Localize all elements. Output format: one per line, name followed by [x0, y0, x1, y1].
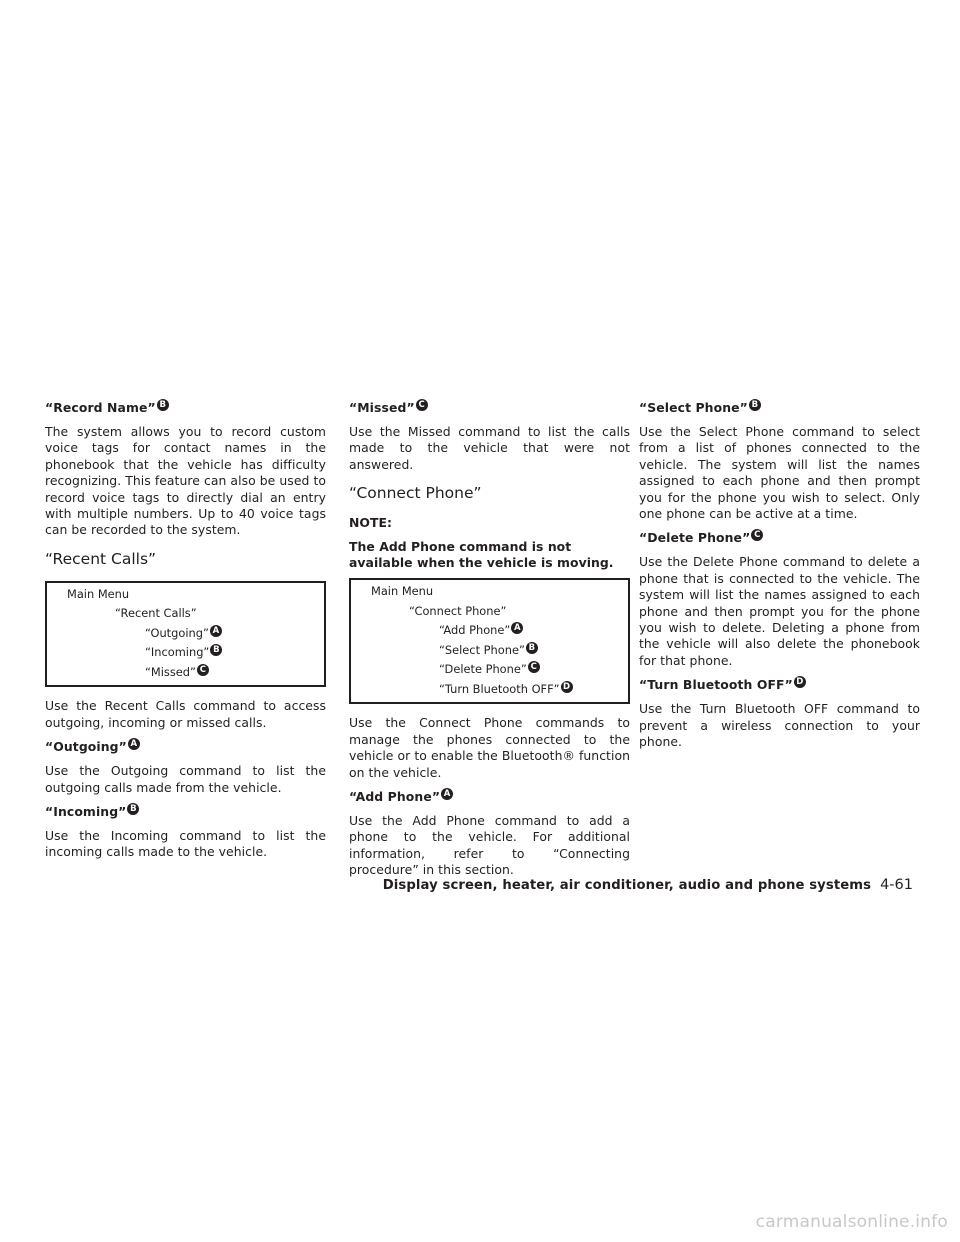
- record-name-heading: “Record Name” B: [45, 399, 326, 417]
- add-phone-text: Use the Add Phone command to add a phone to the vehicle. For additional information, refer to “Connecting procedure” in this section.: [349, 813, 630, 878]
- menu-item: “Connect Phone”: [409, 603, 507, 618]
- callout-c-icon: C: [416, 399, 428, 411]
- turn-bluetooth-off-text: Use the Turn Bluetooth OFF command to prevent a wireless connection to your phone.: [639, 701, 920, 750]
- callout-b-icon: B: [127, 803, 139, 815]
- column-1: [45, 399, 326, 868]
- callout-b-icon: B: [749, 399, 761, 411]
- missed-text: Use the Missed command to list the calls made to the vehicle that were not answered.: [349, 424, 630, 472]
- callout-b-icon: B: [210, 644, 222, 656]
- page-footer: [383, 877, 913, 893]
- turn-bluetooth-off-heading: “Turn Bluetooth OFF” D: [639, 676, 920, 694]
- delete-phone-heading: “Delete Phone” C: [639, 529, 920, 547]
- record-name-text: The system allows you to record custom voice tags for contact names in the phonebook that the vehicle has difficulty recognizing. This feature can also be used to record voice tags to directly dial an entry with multiple numbers. Up to 40 voice tags can be recorded to the system.: [45, 424, 326, 538]
- footer-section-title: Display screen, heater, air conditioner, audio and phone systems: [382, 878, 872, 893]
- callout-d-icon: D: [794, 676, 806, 688]
- callout-d-icon: D: [561, 681, 573, 693]
- callout-b-icon: B: [157, 399, 169, 411]
- incoming-heading: “Incoming” B: [45, 803, 326, 821]
- menu-item: “Turn Bluetooth OFF” D: [351, 680, 628, 700]
- incoming-text: Use the Incoming command to list the incoming calls made to the vehicle.: [45, 827, 326, 860]
- callout-a-icon: A: [128, 738, 140, 750]
- callout-a-icon: A: [210, 625, 222, 637]
- select-phone-text: Use the Select Phone command to select from a list of phones connected to the vehicle. The system will list the names assigned to each phone and then prompt you for the phone you wish to select. Only one phone can be active at a time.: [639, 424, 920, 522]
- page-number: 4-61: [880, 877, 913, 893]
- recent-calls-title: “Recent Calls”: [45, 549, 157, 568]
- note-text: The Add Phone command is not available when the vehicle is moving.: [349, 538, 614, 571]
- recent-calls-menu-diagram: [45, 581, 326, 688]
- menu-item: “Delete Phone” C: [351, 660, 628, 680]
- callout-a-icon: A: [511, 622, 523, 634]
- menu-item: Main Menu: [371, 584, 434, 599]
- menu-item: “Recent Calls”: [115, 606, 197, 621]
- menu-item: “Select Phone” B: [351, 641, 628, 661]
- column-3: [639, 399, 920, 758]
- callout-b-icon: B: [526, 642, 538, 654]
- connect-phone-menu-diagram: [349, 578, 630, 704]
- menu-item: “Missed” C: [47, 663, 324, 683]
- callout-c-icon: C: [528, 661, 540, 673]
- add-phone-heading: “Add Phone” A: [349, 788, 630, 806]
- callout-c-icon: C: [197, 664, 209, 676]
- watermark: carmanualsonline.info: [755, 1212, 948, 1232]
- delete-phone-text: Use the Delete Phone command to delete a phone that is connected to the vehicle. The system will list the names assigned to each phone and then prompt you for the phone you wish to delete. Deleting a phone from the vehicle will also delete the phonebook for that phone.: [639, 554, 920, 668]
- connect-phone-text: Use the Connect Phone commands to manage the phones connected to the vehicle or to enable the Bluetooth® function on the vehicle.: [349, 715, 630, 780]
- connect-phone-title: “Connect Phone”: [349, 484, 482, 503]
- menu-item: “Incoming” B: [47, 643, 324, 663]
- menu-item: “Add Phone” A: [351, 621, 628, 641]
- outgoing-text: Use the Outgoing command to list the outgoing calls made from the vehicle.: [45, 763, 326, 795]
- note-label: NOTE:: [349, 515, 393, 531]
- menu-item: Main Menu: [67, 586, 130, 601]
- missed-heading: “Missed” C: [349, 399, 630, 417]
- menu-item: “Outgoing” A: [47, 624, 324, 644]
- column-2: [349, 399, 630, 886]
- recent-calls-text: Use the Recent Calls command to access outgoing, incoming or missed calls.: [45, 698, 326, 730]
- callout-a-icon: A: [441, 788, 453, 800]
- select-phone-heading: “Select Phone” B: [639, 399, 920, 417]
- outgoing-heading: “Outgoing” A: [45, 738, 326, 756]
- callout-c-icon: C: [751, 529, 763, 541]
